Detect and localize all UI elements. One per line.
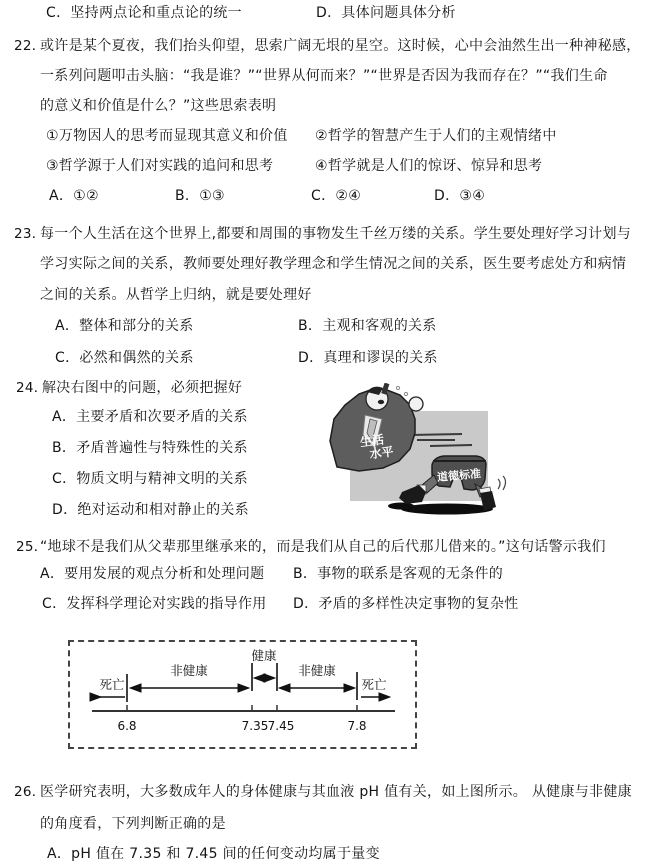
q25-option-a: A．要用发展的观点分析和处理问题 (40, 566, 265, 582)
q25-stem: “地球不是我们从父辈那里继承来的，而是我们从自己的后代那儿借来的。”这句话警示我们 (40, 539, 606, 555)
q24-number: 24． (16, 380, 48, 396)
q24-option-c: C．物质文明与精神文明的关系 (52, 471, 248, 487)
zone-label-unhealthy-left: 非健康 (170, 663, 208, 678)
q23-option-a: A．整体和部分的关系 (55, 318, 194, 334)
runner-fist (409, 397, 423, 411)
q22-statement-4: ④哲学就是人们的惊讶、惊异和思考 (315, 158, 543, 174)
q24-option-d: D．绝对运动和相对静止的关系 (52, 502, 249, 518)
tick-value-7-35: 7.35 (241, 719, 269, 733)
ph-diagram (68, 640, 417, 749)
q23-option-c: C．必然和偶然的关系 (55, 350, 194, 366)
q23-stem-line-2: 学习实际之间的关系，教师要处理好教学理念和学生情况之间的关系，医生要考虑处方和病情 (40, 256, 627, 272)
q24-stem: 解决右图中的问题，必须把握好 (42, 380, 243, 396)
q24-cartoon-illustration (325, 383, 510, 518)
prev-option-c: C．坚持两点论和重点论的统一 (46, 5, 242, 21)
runner-label-line2: 水平 (368, 444, 395, 462)
q22-option-d: D．③④ (434, 188, 486, 204)
q23-option-d: D．真理和谬误的关系 (298, 350, 438, 366)
trousers-label: 道德标准 (436, 467, 482, 484)
q22-statement-1: ①万物因人的思考而显现其意义和价值 (46, 128, 288, 144)
q25-option-b: B．事物的联系是客观的无条件的 (293, 566, 504, 582)
q22-stem-line-2: 一系列问题叩击头脑：“我是谁？”“世界从何而来？”“世界是否因为我而存在？”“我们生命 (40, 68, 608, 84)
shadow-small-ellipse (388, 503, 414, 510)
q23-stem-line-1: 每一个人生活在这个世界上,都要和周围的事物发生千丝万缕的关系。学生要处理好学习计划与 (40, 226, 632, 242)
sweat-drop-icon (404, 392, 407, 395)
zone-label-death-right: 死亡 (361, 677, 387, 692)
q23-option-b: B．主观和客观的关系 (298, 318, 437, 334)
q22-stem-line-1: 或许是某个夏夜，我们抬头仰望，思索广阔无垠的星空。这时候，心中会油然生出一种神秘感， (40, 38, 641, 54)
q26-stem-line-2: 的角度看，下列判断正确的是 (40, 816, 226, 832)
q22-statement-3: ③哲学源于人们对实践的追问和思考 (46, 158, 274, 174)
shadow-ellipse (401, 504, 493, 515)
motion-marks-icon (498, 476, 506, 490)
q26-option-a: A．pH 值在 7.35 和 7.45 间的任何变动均属于量变 (47, 846, 380, 862)
zone-label-unhealthy-right: 非健康 (298, 663, 336, 678)
q22-number: 22． (14, 38, 46, 54)
q25-option-c: C．发挥科学理论对实践的指导作用 (42, 596, 267, 612)
q26-stem-line-1: 医学研究表明，大多数成年人的身体健康与其血液 pH 值有关，如上图所示。 从健康与非健康 (40, 784, 632, 800)
q23-stem-line-3: 之间的关系。从哲学上归纳，就是要处理好 (40, 287, 312, 303)
zone-labels (99, 648, 387, 692)
tick-value-6-8: 6.8 (117, 719, 137, 733)
zone-label-healthy: 健康 (251, 648, 277, 663)
tick-value-7-8: 7.8 (347, 719, 367, 733)
tick-value-7-45: 7.45 (267, 719, 295, 733)
tick-values (117, 719, 366, 733)
q25-option-d: D．矛盾的多样性决定事物的复杂性 (293, 596, 519, 612)
q23-number: 23． (14, 226, 46, 242)
q22-option-b: B．①③ (175, 188, 225, 204)
q24-option-b: B．矛盾普遍性与特殊性的关系 (52, 440, 248, 456)
q22-option-a: A．①② (49, 188, 99, 204)
runner-mouth (378, 400, 384, 404)
runner-label-line1: 生活 (359, 432, 385, 450)
q25-number: 25． (16, 539, 48, 555)
q22-statement-2: ②哲学的智慧产生于人们的主观情绪中 (315, 128, 557, 144)
sweat-drop-icon (396, 386, 399, 389)
zone-label-death-left: 死亡 (99, 677, 125, 692)
q26-number: 26． (14, 784, 46, 800)
q24-option-a: A．主要矛盾和次要矛盾的关系 (52, 409, 248, 425)
ph-diagram-svg (70, 642, 415, 747)
q22-option-c: C．②④ (311, 188, 362, 204)
q22-stem-line-3: 的意义和价值是什么？”这些思索表明 (40, 98, 277, 114)
prev-option-d: D．具体问题具体分析 (316, 5, 456, 21)
